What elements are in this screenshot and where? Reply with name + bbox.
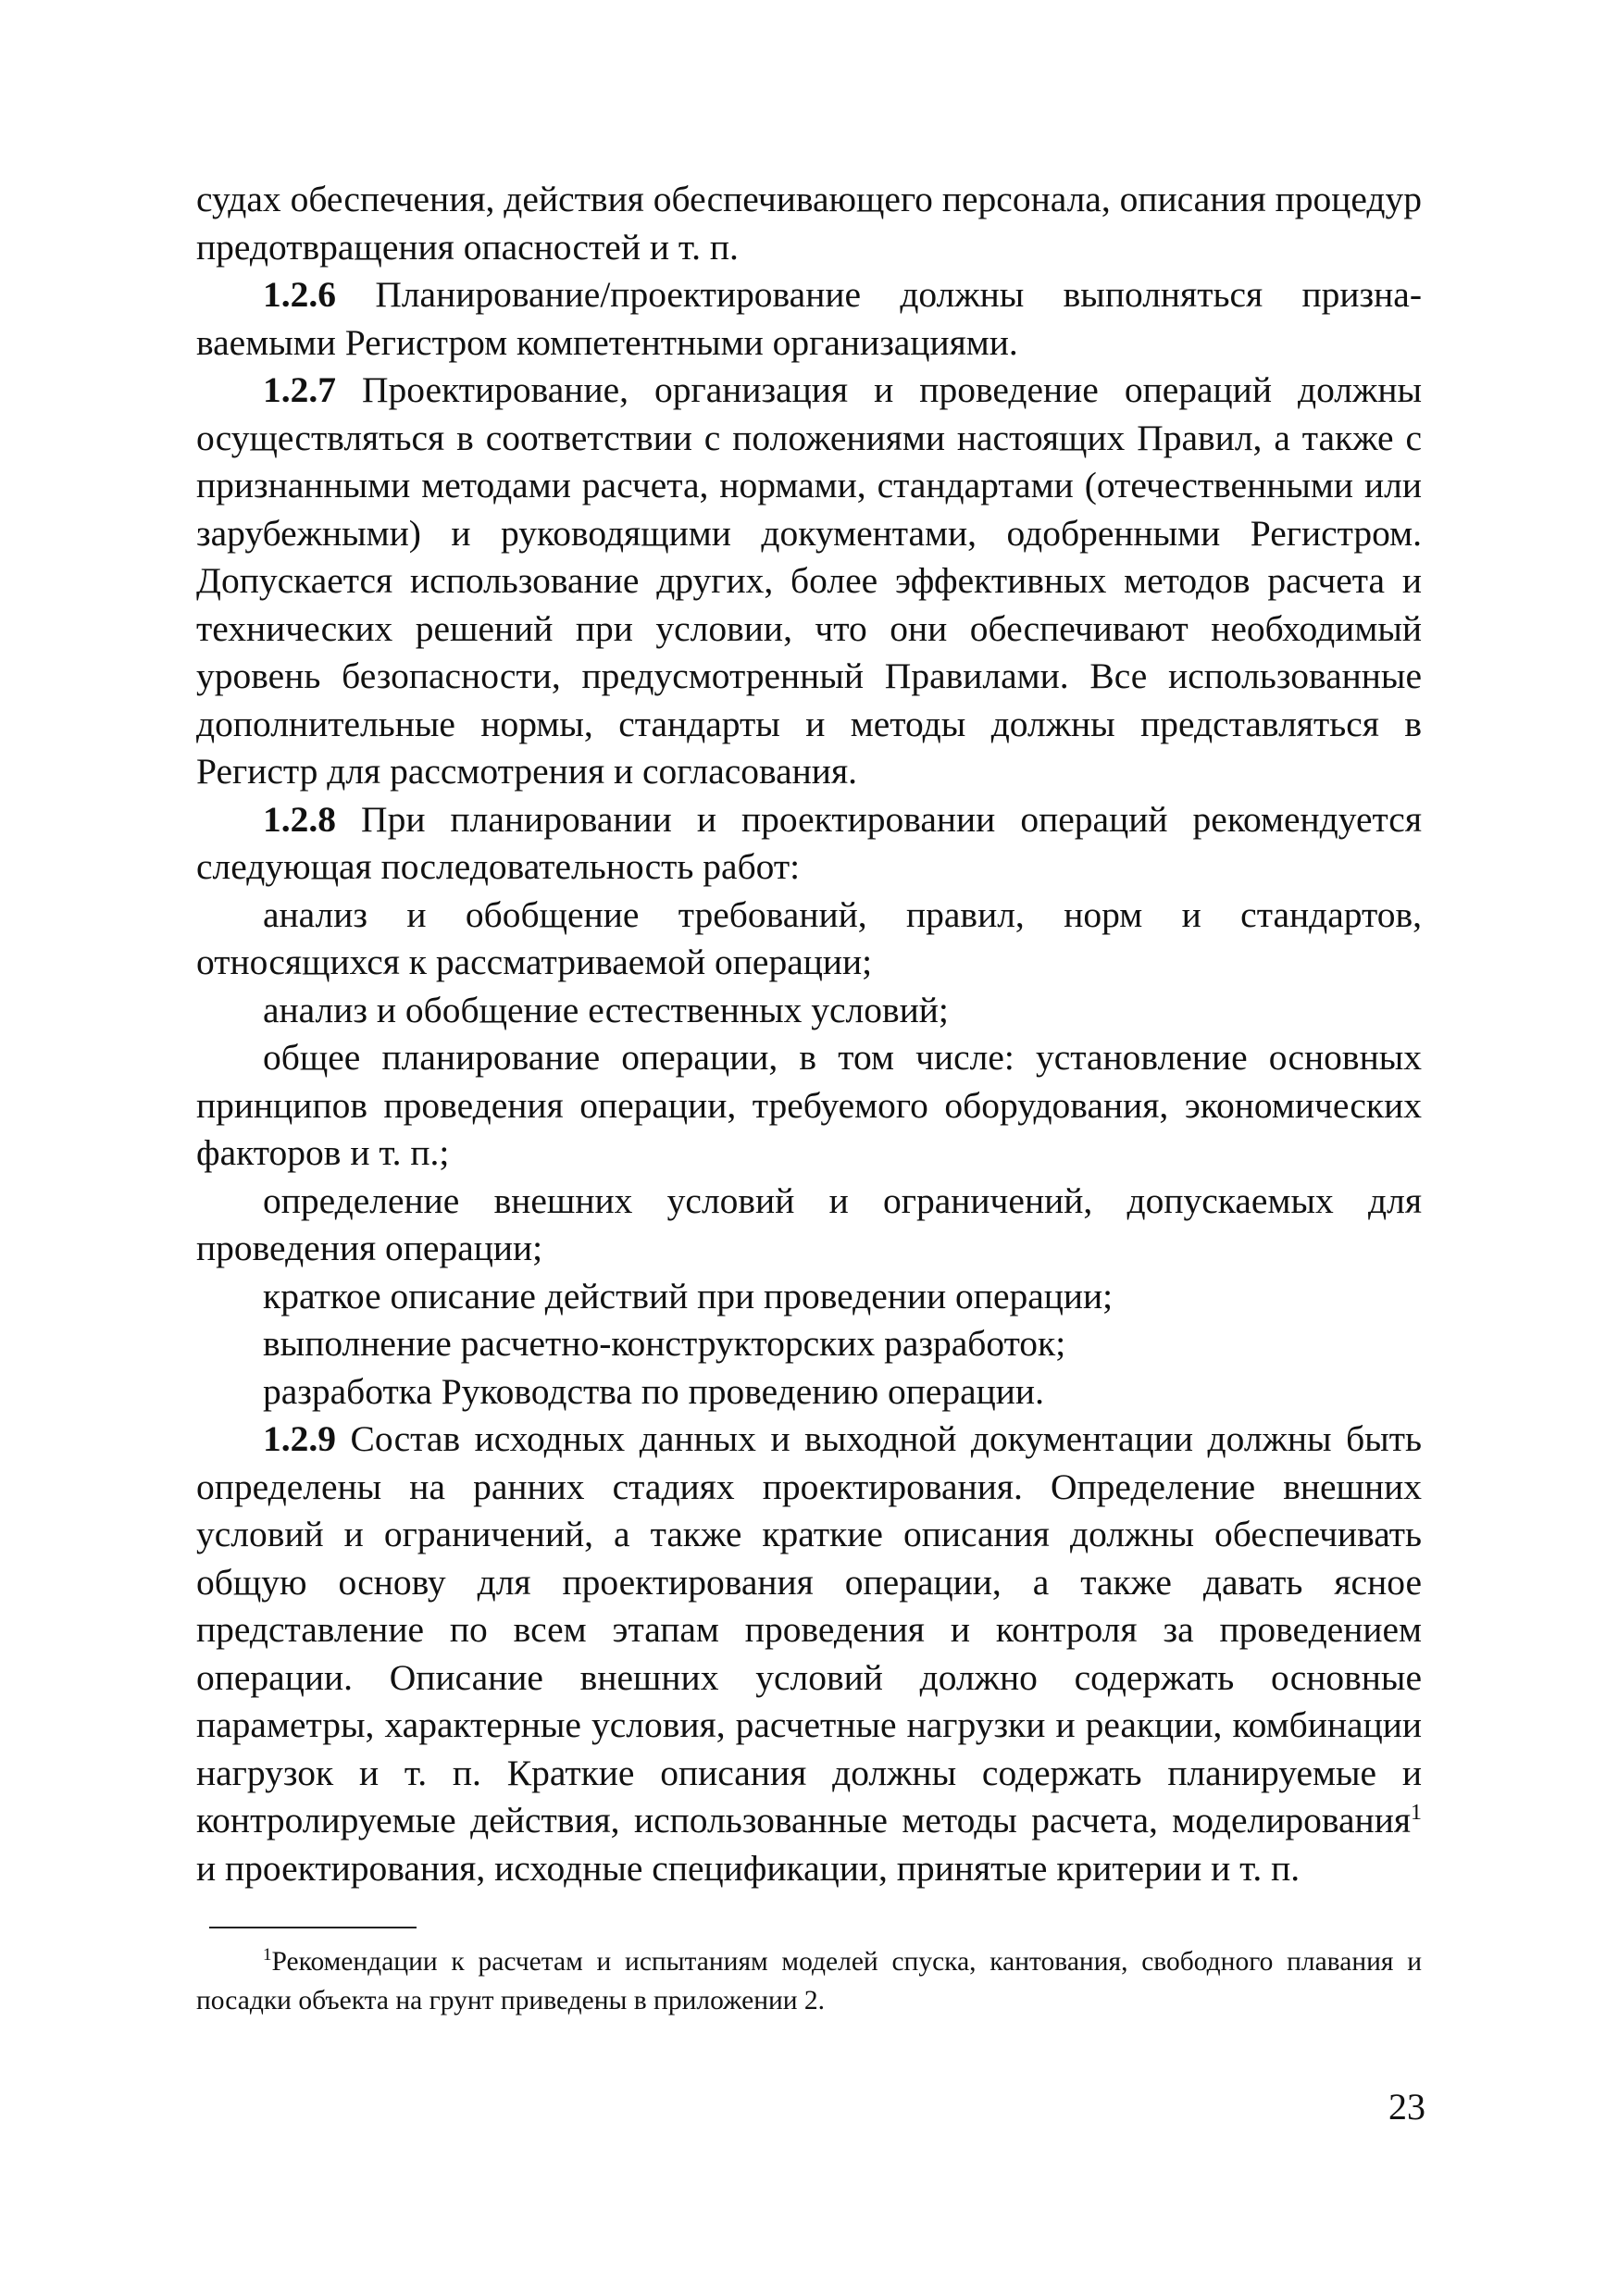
- paragraph-1-2-6: [196, 271, 1422, 367]
- paragraph-text: Планирование/проектирование должны выполняться признаваемыми Регистром компетентными организациями.: [196, 274, 1422, 363]
- clause-number: 1.2.7: [263, 369, 336, 410]
- clause-number: 1.2.8: [263, 798, 336, 840]
- list-item: анализ и обобщение требований, правил, норм и стандартов, относящихся к рассматриваемой операции;: [196, 893, 1422, 982]
- footnote-marker: 1: [263, 1945, 272, 1965]
- paragraph-text: При планировании и проектировании операций рекомендуется следующая последовательность работ:: [196, 798, 1422, 887]
- list-item: разработка Руководства по проведению операции.: [263, 1370, 1044, 1412]
- clause-number: 1.2.6: [263, 274, 336, 315]
- list-item: краткое описание действий при проведении операции;: [263, 1275, 1114, 1316]
- footnote: [196, 1942, 1422, 2020]
- footnote-text: Рекомендации к расчетам и испытаниям моделей спуска, кантования, свободного плавания и посадки объекта на грунт приведены в приложении 2.: [196, 1947, 1422, 2015]
- paragraph-text: судах обеспечения, действия обеспечивающего персонала, описания процедур предотвращения опасностей и т. п.: [196, 179, 1422, 268]
- clause-number: 1.2.9: [263, 1418, 336, 1459]
- list-item: определение внешних условий и ограничений, допускаемых для проведения операции;: [196, 1179, 1422, 1268]
- footnote-separator: [209, 1927, 417, 1928]
- list-item: анализ и обобщение естественных условий;: [263, 989, 949, 1030]
- footnote-reference: 1: [1411, 1800, 1422, 1825]
- document-body: [196, 176, 1422, 1892]
- paragraph-text: и проектирования, исходные спецификации, принятые критерии и т. п.: [196, 1847, 1301, 1889]
- paragraph-continuation: [196, 176, 1422, 271]
- paragraph-text: Проектирование, организация и проведение операций должны осуществляться в соответствии с положениями настоящих Правил, а также с признанными методами расчета, нормами, стандартами (отечественными или зарубежными) и руководящими документами, одобренными Регистром. Допускается использование других, более эффективных методов расчета и технических решений при условии, что они обеспечивают необходимый уровень безопасности, предусмотренный Правилами. Все использованные дополнительные нормы, стандарты и методы должны представляться в Регистр для рассмотрения и согласования.: [196, 369, 1422, 792]
- paragraph-1-2-9: [196, 1416, 1422, 1892]
- list-item: общее планирование операции, в том числе: установление основных принципов проведения операции, требуемого оборудования, экономических факторов и т. п.;: [196, 1037, 1422, 1173]
- page-number: 23: [1388, 2086, 1425, 2128]
- paragraph-1-2-7: [196, 367, 1422, 796]
- list-item: выполнение расчетно-конструкторских разработок;: [263, 1323, 1066, 1364]
- paragraph-text: Состав исходных данных и выходной документации должны быть определены на ранних стадиях проектирования. Определение внешних условий и ограничений, а также краткие описания должны обеспечивать общую основу для проектирования операции, а также давать ясное представление по всем этапам проведения и контроля за проведением операции. Описание внешних условий должно содержать основные параметры, характерные условия, расчетные нагрузки и реакции, комбинации нагрузок и т. п. Краткие описания должны содержать планируемые и контролируемые действия, использованные методы расчета, моделирования: [196, 1418, 1422, 1841]
- paragraph-1-2-8: [196, 796, 1422, 892]
